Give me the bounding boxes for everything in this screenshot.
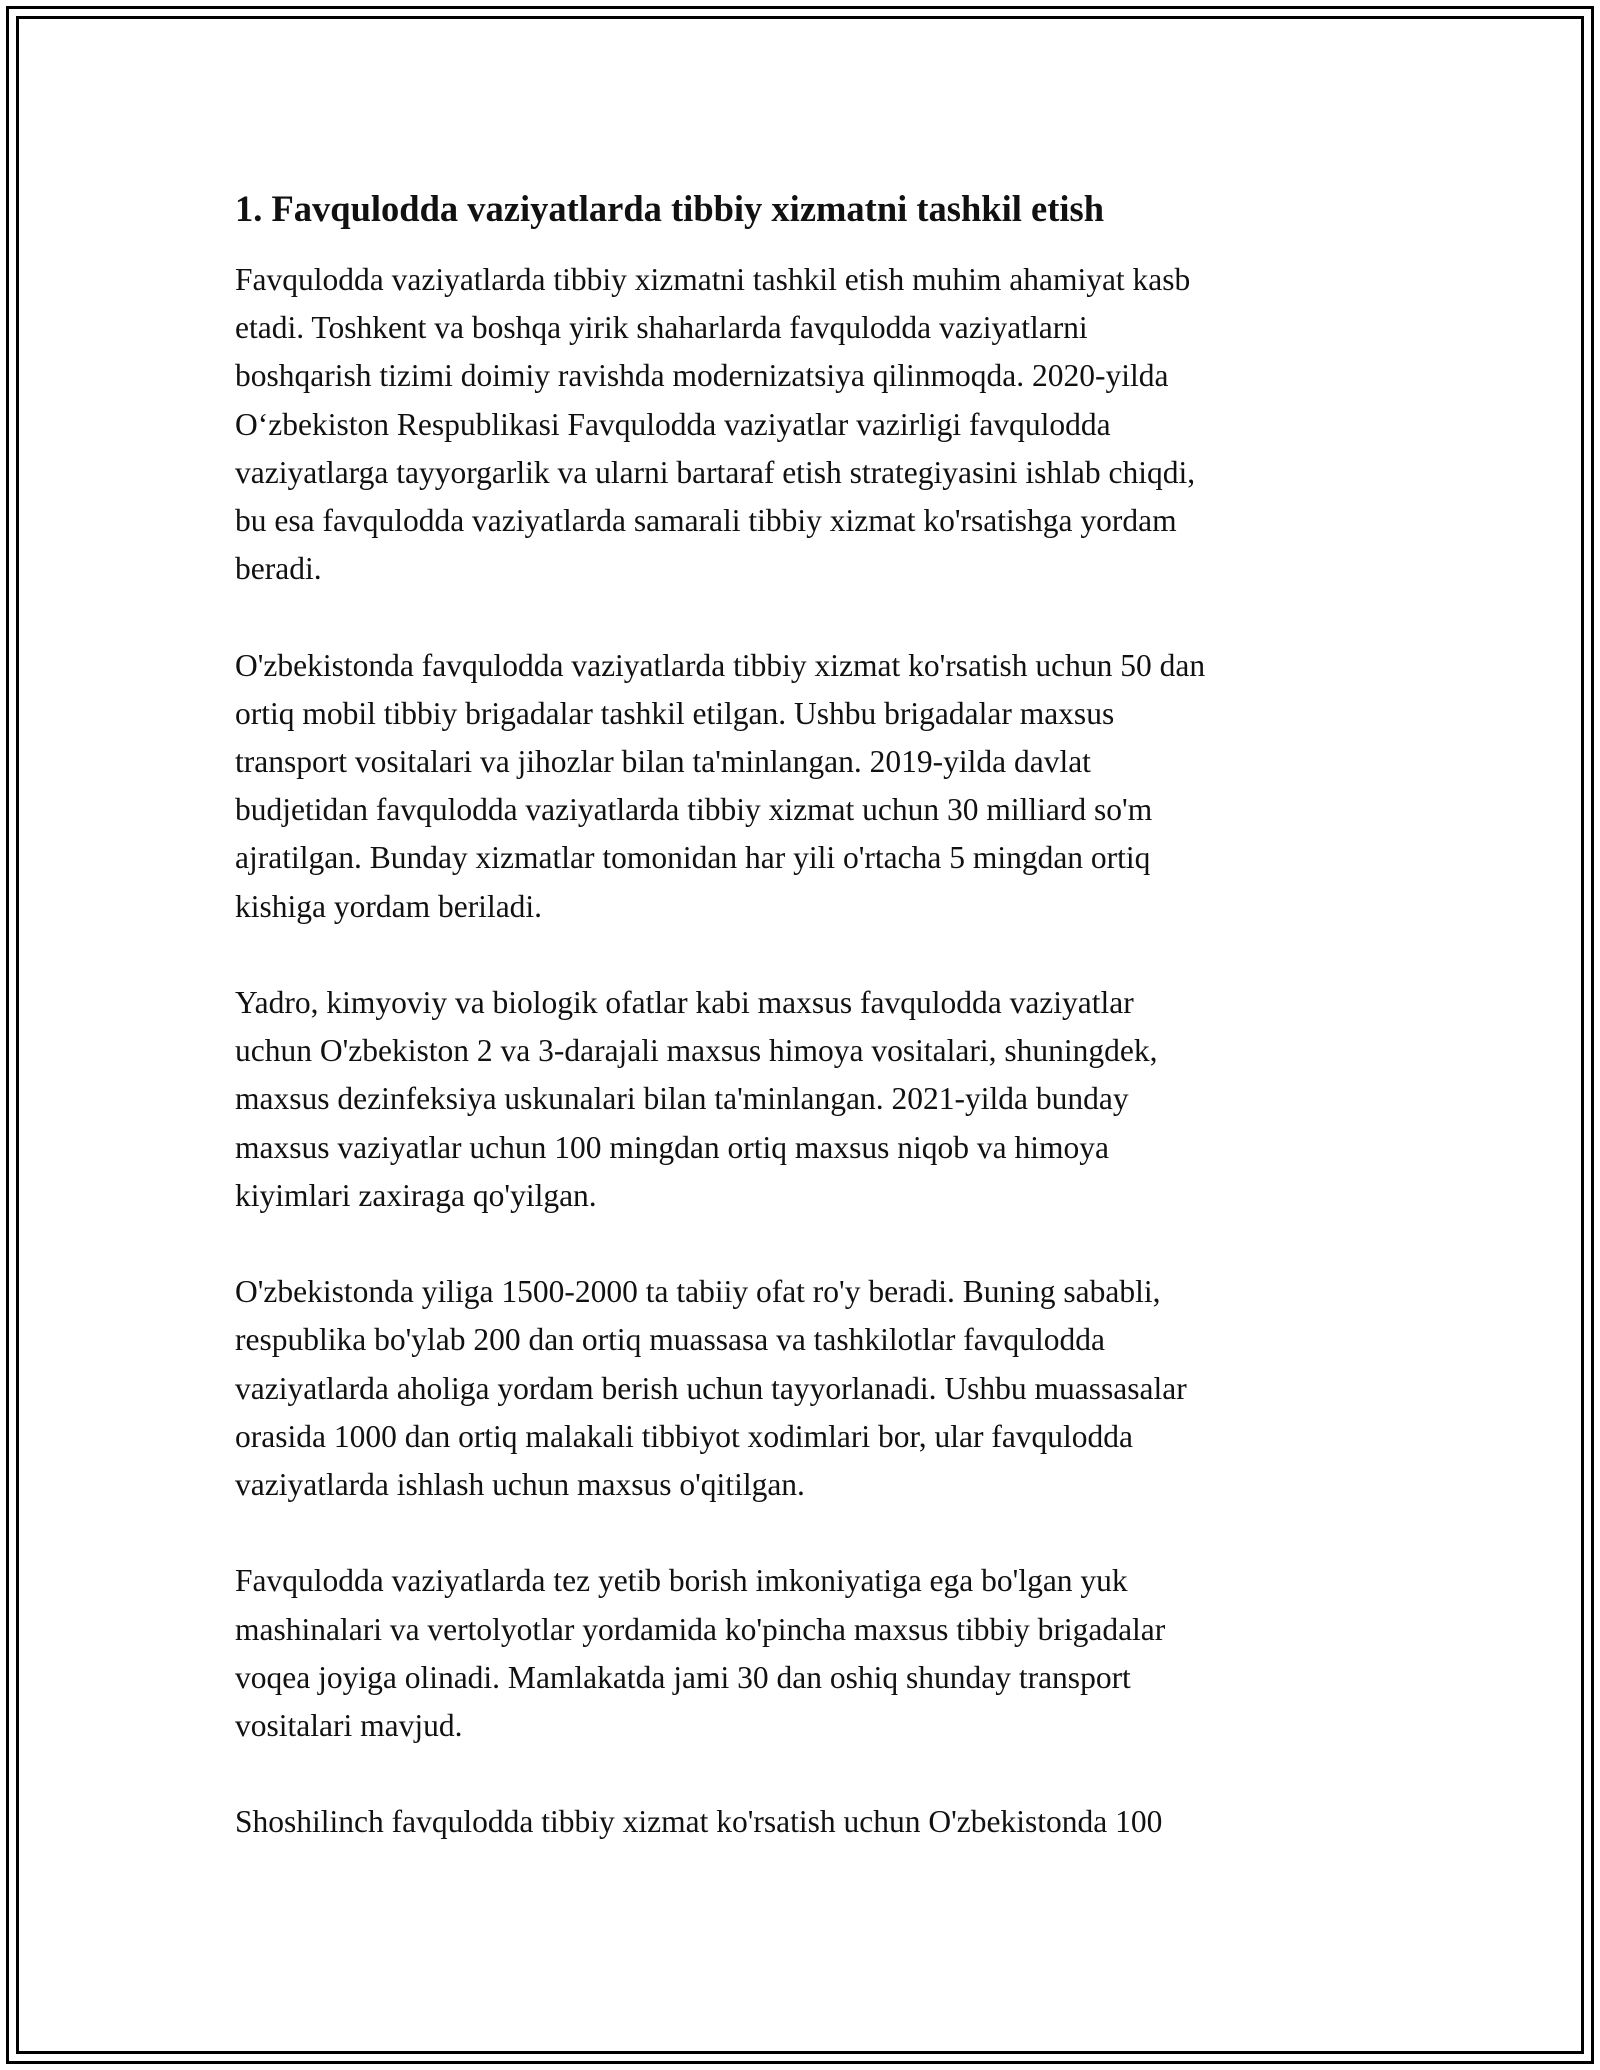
text-line: beradi. (235, 551, 322, 587)
text-line: O'zbekistonda favqulodda vaziyatlarda tibbiy xizmat ko'rsatish uchun 50 dan (235, 647, 1206, 683)
text-line: uchun O'zbekiston 2 va 3-darajali maxsus himoya vositalari, shuningdek, (235, 1033, 1158, 1069)
section-heading: 1. Favqulodda vaziyatlarda tibbiy xizmatni tashkil etish (235, 188, 1105, 229)
text-line: Favqulodda vaziyatlarda tez yetib borish imkoniyatiga ega bo'lgan yuk (235, 1563, 1128, 1599)
paragraph-6 (235, 1798, 1375, 1846)
text-line: O‘zbekiston Respublikasi Favqulodda vaziyatlar vazirligi favqulodda (235, 406, 1111, 442)
text-line: kishiga yordam beriladi. (235, 888, 543, 924)
text-line: maxsus dezinfeksiya uskunalari bilan ta'minlangan. 2021-yilda bunday (235, 1081, 1129, 1117)
text-line: ortiq mobil tibbiy brigadalar tashkil etilgan. Ushbu brigadalar maxsus (235, 695, 1115, 731)
paragraph-2 (235, 642, 1375, 931)
text-line: respublika bo'ylab 200 dan ortiq muassasa va tashkilotlar favqulodda (235, 1322, 1105, 1358)
document-body (235, 185, 1375, 1895)
text-line: mashinalari va vertolyotlar yordamida ko'pincha maxsus tibbiy brigadalar (235, 1611, 1166, 1647)
text-line: O'zbekistonda yiliga 1500-2000 ta tabiiy ofat ro'y beradi. Buning sababli, (235, 1274, 1161, 1310)
text-line: boshqarish tizimi doimiy ravishda modernizatsiya qilinmoqda. 2020-yilda (235, 358, 1169, 394)
text-line: bu esa favqulodda vaziyatlarda samarali tibbiy xizmat ko'rsatishga yordam (235, 503, 1177, 539)
paragraph-1 (235, 256, 1375, 593)
text-line: transport vositalari va jihozlar bilan ta'minlangan. 2019-yilda davlat (235, 744, 1091, 780)
text-line: maxsus vaziyatlar uchun 100 mingdan ortiq maxsus niqob va himoya (235, 1129, 1109, 1165)
text-line: vaziyatlarda aholiga yordam berish uchun tayyorlanadi. Ushbu muassasalar (235, 1370, 1187, 1406)
paragraph-3 (235, 979, 1375, 1220)
text-line: etadi. Toshkent va boshqa yirik shaharlarda favqulodda vaziyatlarni (235, 310, 1088, 346)
text-line: ajratilgan. Bunday xizmatlar tomonidan har yili o'rtacha 5 mingdan ortiq (235, 840, 1151, 876)
text-line: voqea joyiga olinadi. Mamlakatda jami 30 dan oshiq shunday transport (235, 1659, 1131, 1695)
text-line: vaziyatlarga tayyorgarlik va ularni bartaraf etish strategiyasini ishlab chiqdi, (235, 454, 1196, 490)
text-line: Shoshilinch favqulodda tibbiy xizmat ko'rsatish uchun O'zbekistonda 100 (235, 1804, 1163, 1840)
text-line: Yadro, kimyoviy va biologik ofatlar kabi maxsus favqulodda vaziyatlar (235, 985, 1134, 1021)
text-line: orasida 1000 dan ortiq malakali tibbiyot xodimlari bor, ular favqulodda (235, 1418, 1134, 1454)
text-line: vositalari mavjud. (235, 1708, 463, 1744)
text-line: kiyimlari zaxiraga qo'yilgan. (235, 1177, 597, 1213)
text-line: vaziyatlarda ishlash uchun maxsus o'qitilgan. (235, 1467, 805, 1503)
paragraph-5 (235, 1557, 1375, 1750)
paragraph-4 (235, 1268, 1375, 1509)
text-line: Favqulodda vaziyatlarda tibbiy xizmatni tashkil etish muhim ahamiyat kasb (235, 262, 1191, 297)
text-line: budjetidan favqulodda vaziyatlarda tibbiy xizmat uchun 30 milliard so'm (235, 792, 1153, 828)
